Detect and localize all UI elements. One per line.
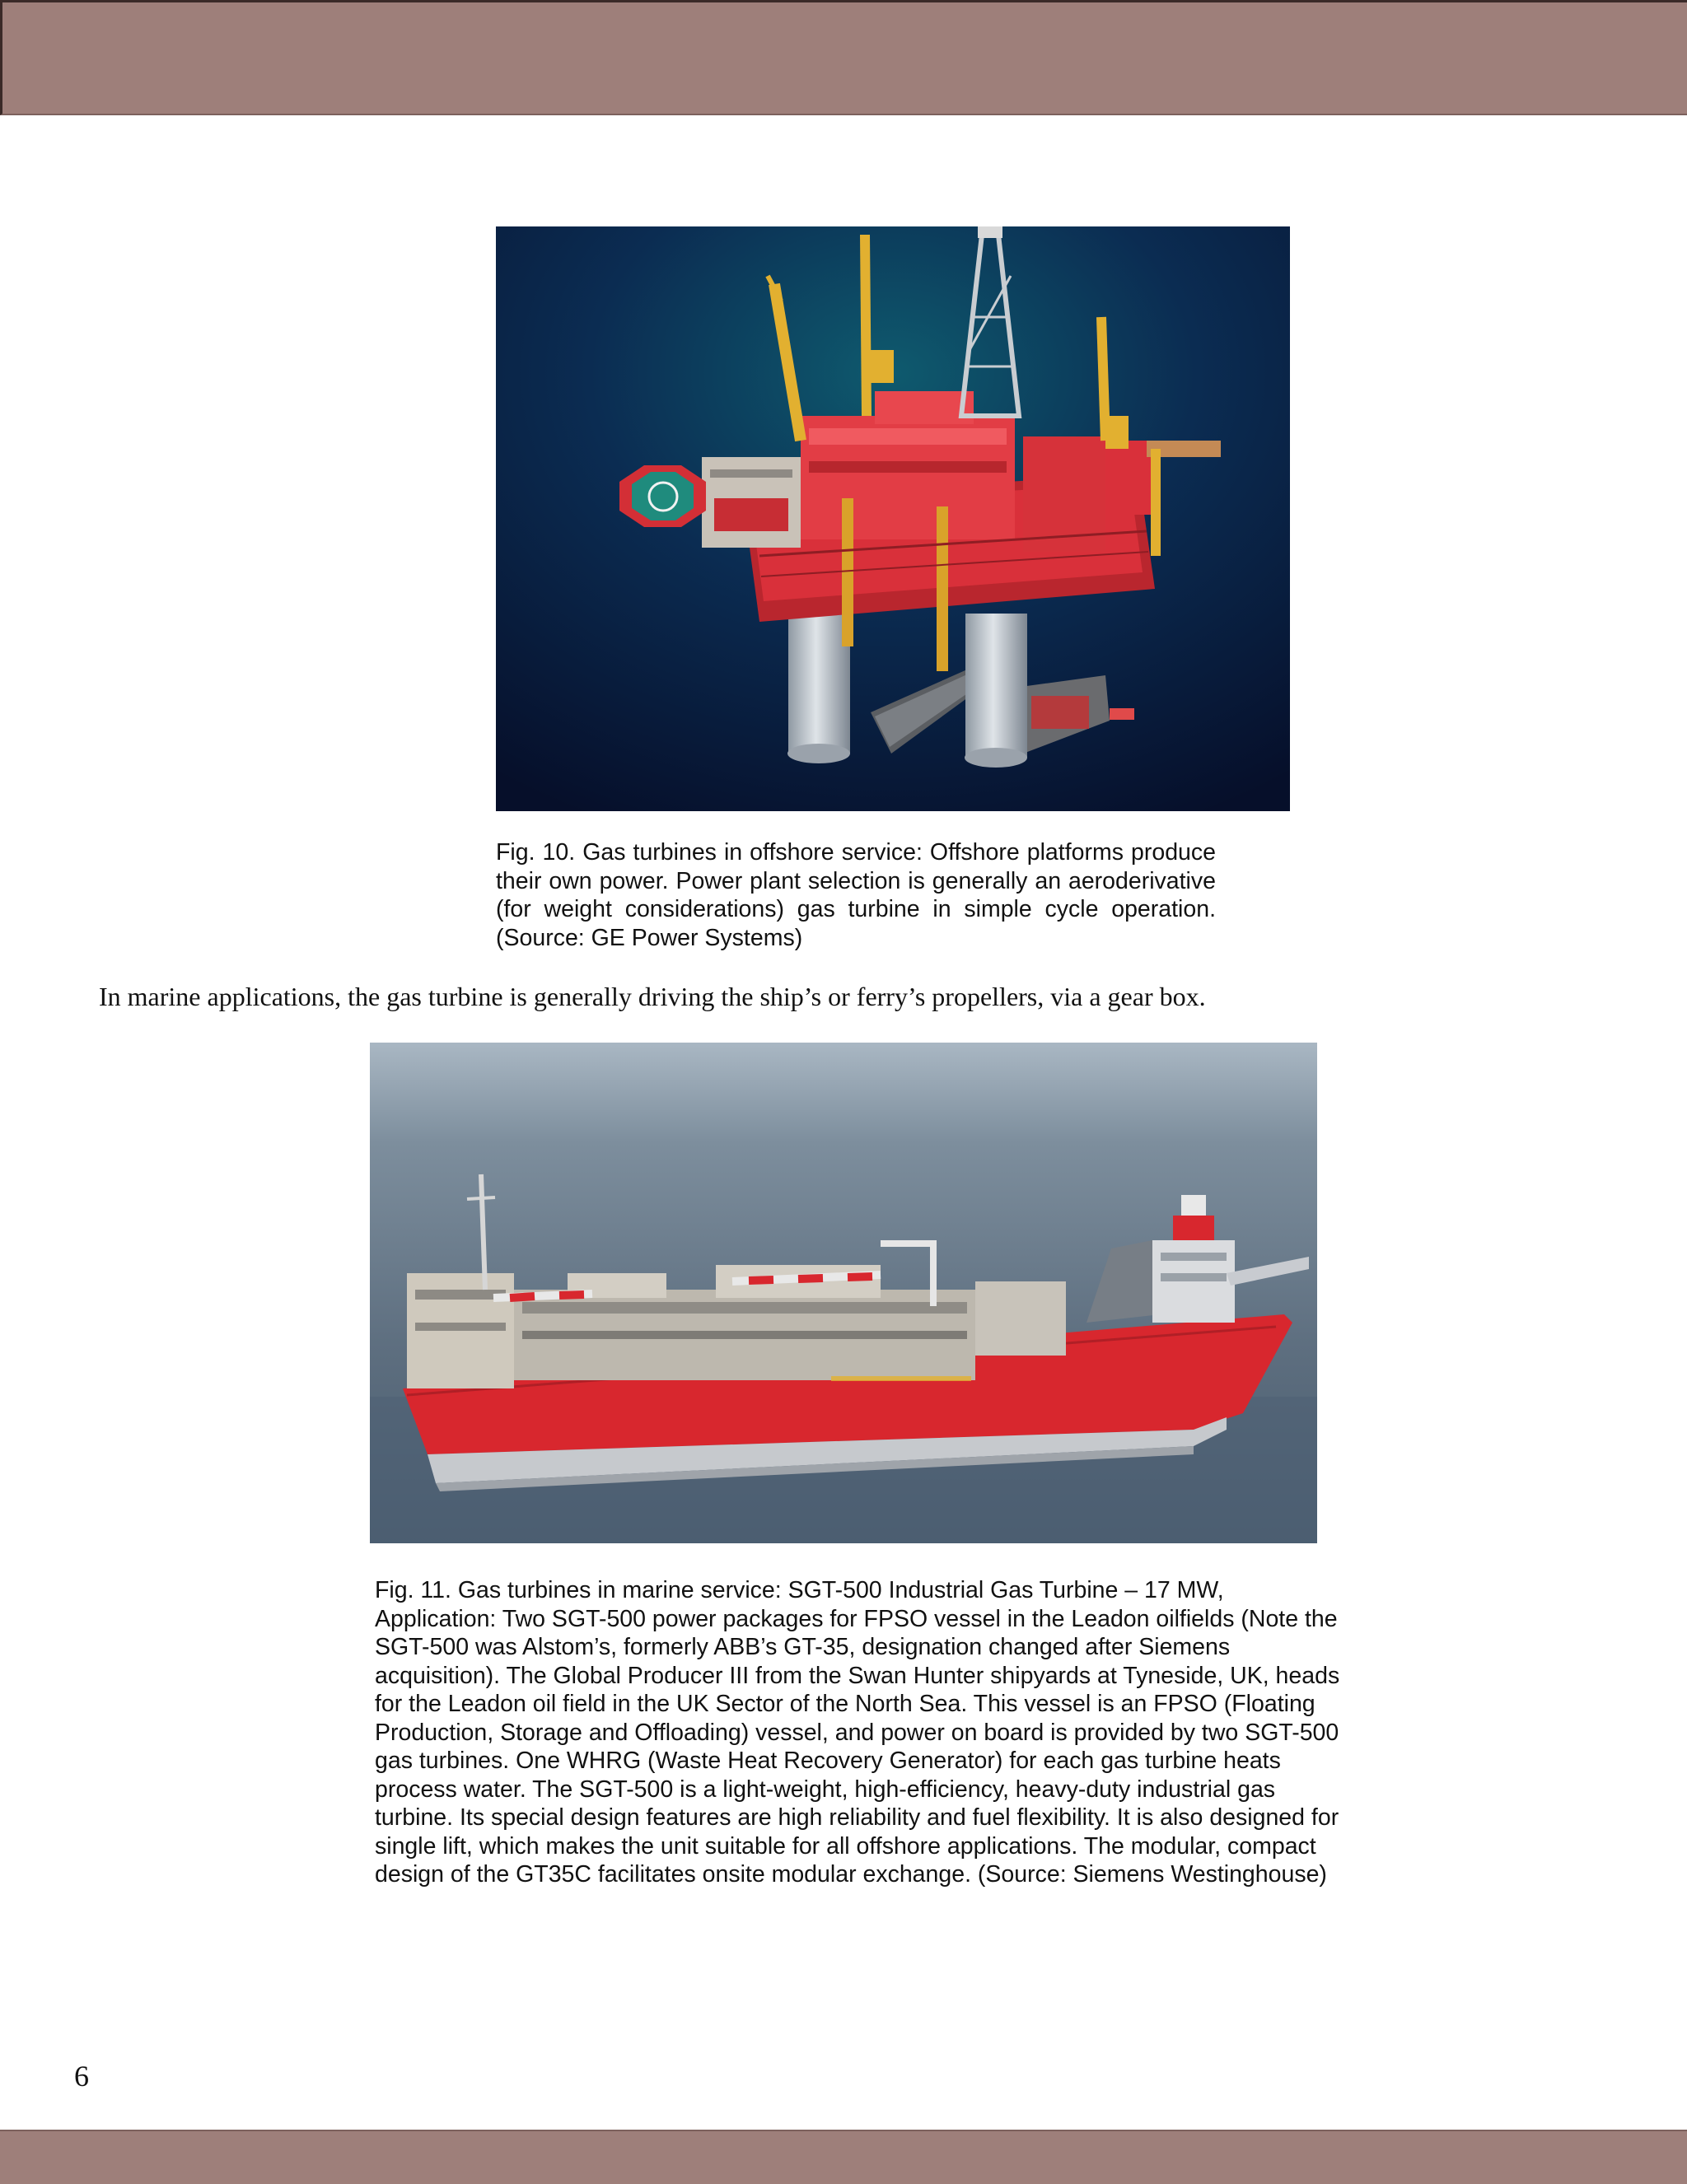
page-number: 6 [74,2060,89,2093]
figure-11-caption: Fig. 11. Gas turbines in marine service: SGT-500 Industrial Gas Turbine – 17 MW, Application: Two SGT-500 power packages for FPSO vessel in the Leadon oilfields (Note the SGT-500 was Alstom’s, formerly ABB’s GT-35, designation changed after Siemens acquisition). The Global Producer III from the Swan Hunter shipyards at Tyneside, UK, heads for the Leadon oil field in the UK Sector of the North Sea. This vessel is an FPSO (Floating Production, Storage and Offloading) vessel, and power on board is provided by two SGT-500 gas turbines. One WHRG (Waste Heat Recovery Generator) for each gas turbine heats process water. The SGT-500 is a light-weight, high-efficiency, heavy-duty industrial gas turbine. Its special design features are high reliability and fuel flexibility. It is also designed for single lift, which makes the unit suitable for all offshore applications. The modular, compact design of the GT35C facilitates onsite modular exchange. (Source: Siemens Westinghouse) [375,1577,1340,1888]
figure-11-fpso-vessel-photo [370,1043,1317,1543]
header-band [0,0,1687,115]
body-paragraph: In marine applications, the gas turbine is generally driving the ship’s or ferry’s propellers, via a gear box. [99,982,1206,1011]
figure-10-offshore-platform-photo [496,226,1290,811]
footer-band [0,2130,1687,2184]
figure-10-caption: Fig. 10. Gas turbines in offshore service: Offshore platforms produce their own power. Power plant selection is generally an aeroderivative (for weight considerations) gas turbine in simple cycle operation. (Source: GE Power Systems) [496,839,1216,951]
